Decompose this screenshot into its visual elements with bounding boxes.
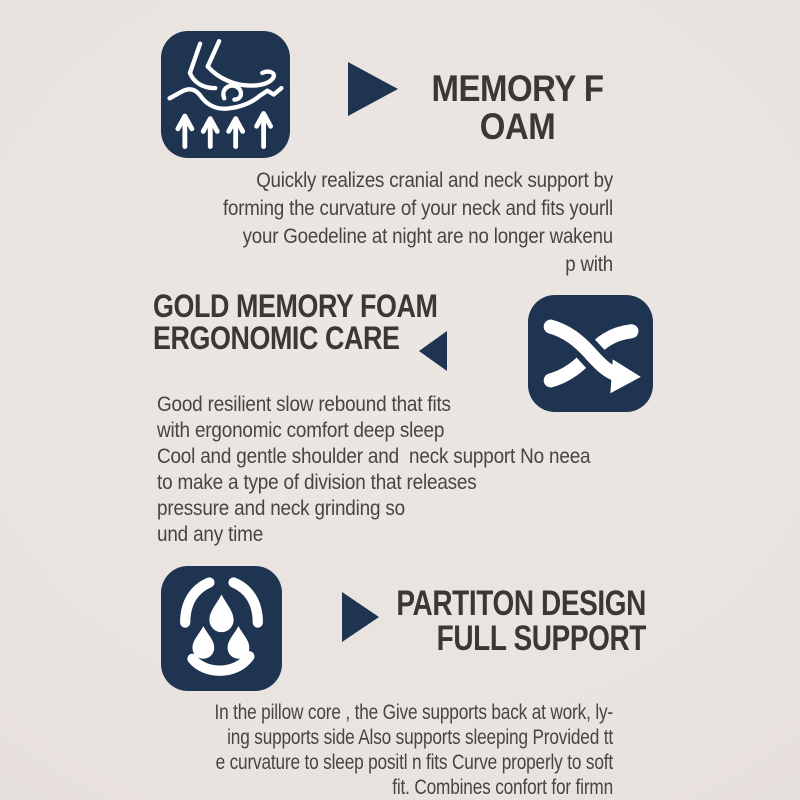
text-line: with ergonomic comfort deep sleep — [157, 419, 445, 442]
text-line: to make a type of division that releases — [157, 471, 477, 494]
title-line: GOLD MEMORY FOAM — [153, 288, 438, 324]
memory-foam-description — [150, 167, 613, 279]
text-line: und any time — [157, 523, 264, 546]
section-title-memory-foam — [413, 70, 622, 146]
partition-design-description — [121, 700, 613, 800]
section-title-partition-design — [310, 586, 646, 656]
pointer-left-icon — [419, 331, 447, 371]
text-line: forming the curvature of your neck and fits yourll — [222, 197, 613, 220]
pointer-right-icon — [348, 62, 398, 116]
text-line: e curvature to sleep positl n fits Curve properly to soft — [215, 751, 613, 774]
text-line: your Goedeline at night are no longer wakenu — [242, 225, 613, 248]
text-line: In the pillow core , the Give supports back at work, ly- — [214, 701, 613, 724]
title-line: FULL SUPPORT — [436, 619, 646, 658]
section-title-ergonomic-care — [153, 290, 455, 354]
text-line: p with — [565, 253, 613, 276]
ergonomic-care-description — [157, 392, 625, 548]
text-line: Cool and gentle shoulder and neck support No neea — [157, 445, 591, 468]
text-line: Quickly realizes cranial and neck support by — [256, 169, 613, 192]
title-line: OAM — [479, 106, 556, 147]
title-line: ERGONOMIC CARE — [153, 320, 400, 356]
text-line: pressure and neck grinding so — [157, 497, 405, 520]
water-droplets-breathable-icon — [161, 566, 282, 691]
zero-pressure-mattress-support-icon — [161, 31, 290, 158]
text-line: fit. Combines confort for firmn — [392, 776, 613, 799]
title-line: MEMORY F — [431, 68, 604, 109]
title-line: PARTITON DESIGN — [396, 584, 646, 623]
text-line: ing supports side Also supports sleeping Provided tt — [227, 726, 614, 749]
text-line: Good resilient slow rebound that fits — [157, 393, 451, 416]
